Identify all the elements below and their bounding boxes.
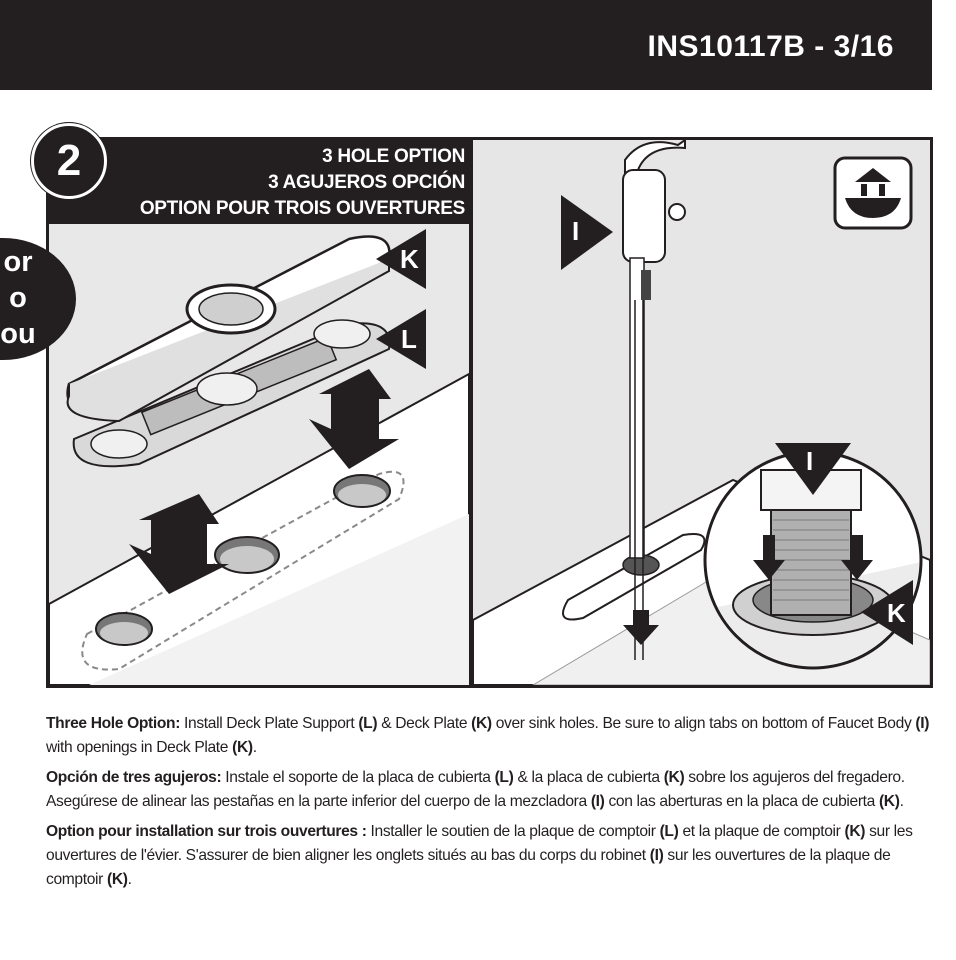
callout-i-faucet-body: I	[572, 216, 580, 246]
heading-spanish: Opción de tres agujeros:	[46, 769, 222, 786]
part-ref-k: (K)	[232, 739, 253, 756]
title-english: 3 HOLE OPTION	[322, 146, 465, 167]
text-segment: con las aberturas en la placa de cubierta	[604, 793, 879, 810]
part-ref-l: (L)	[358, 715, 378, 732]
text-segment: & la placa de cubierta	[513, 769, 664, 786]
instruction-spanish	[46, 766, 936, 814]
text-segment: over sink holes. Be sure to align tabs on bottom of Faucet Body	[491, 715, 916, 732]
faucet-drawing	[473, 140, 930, 685]
text-segment: .	[127, 871, 132, 888]
title-spanish: 3 AGUJEROS OPCIÓN	[268, 172, 465, 193]
alternative-badge-text	[0, 244, 38, 352]
part-ref-i: (I)	[590, 793, 605, 810]
callout-k-deck-plate: K	[400, 244, 419, 274]
part-ref-k: (K)	[844, 823, 866, 840]
heading-english: Three Hole Option:	[46, 715, 181, 732]
alternative-or: or	[3, 246, 33, 278]
heading-french: Option pour installation sur trois ouvertures :	[46, 823, 367, 840]
part-ref-k: (K)	[471, 715, 492, 732]
text-segment: .	[252, 739, 257, 756]
step-number: 2	[56, 136, 82, 185]
instruction-english	[46, 712, 936, 760]
document-id: INS10117B - 3/16	[647, 30, 894, 63]
text-segment: Install Deck Plate Support	[180, 715, 359, 732]
instruction-french	[46, 820, 936, 892]
text-segment: sur les ouvertures de l'évier. S'assurer de bien aligner les onglets situés au bas du corps du robinet	[46, 823, 913, 864]
option-title-bar	[49, 140, 469, 224]
deck-plate-illustration	[49, 224, 469, 685]
text-segment: et la plaque de comptoir	[678, 823, 845, 840]
instructions	[46, 712, 936, 898]
part-ref-k: (K)	[878, 793, 900, 810]
alternative-o: o	[9, 282, 27, 314]
deck-plate-drawing	[49, 224, 469, 685]
text-segment: Instale el soporte de la placa de cubierta	[221, 769, 495, 786]
part-ref-l: (L)	[659, 823, 679, 840]
step-number-badge	[31, 123, 107, 199]
part-ref-k: (K)	[663, 769, 685, 786]
title-french: OPTION POUR TROIS OUVERTURES	[139, 198, 465, 219]
text-segment: with openings in Deck Plate	[46, 739, 233, 756]
part-ref-l: (L)	[494, 769, 514, 786]
text-segment: sobre los agujeros del fregadero. Asegúrese de alinear las pestañas en la parte inferior del cuerpo de la mezcladora	[46, 769, 905, 810]
text-segment: sur les ouvertures de la plaque de comptoir	[46, 847, 891, 888]
header-bar	[0, 0, 932, 90]
part-ref-i: (I)	[649, 847, 664, 864]
text-segment: & Deck Plate	[377, 715, 472, 732]
callout-i-inset: I	[806, 446, 814, 476]
part-ref-k: (K)	[106, 871, 128, 888]
text-segment: .	[899, 793, 904, 810]
text-segment: Installer le soutien de la plaque de comptoir	[366, 823, 660, 840]
callout-l-deck-support: L	[401, 324, 417, 354]
alternative-ou: ou	[0, 318, 36, 350]
callout-k-inset: K	[887, 598, 906, 628]
part-ref-i: (I)	[915, 715, 930, 732]
faucet-install-illustration	[473, 140, 930, 685]
